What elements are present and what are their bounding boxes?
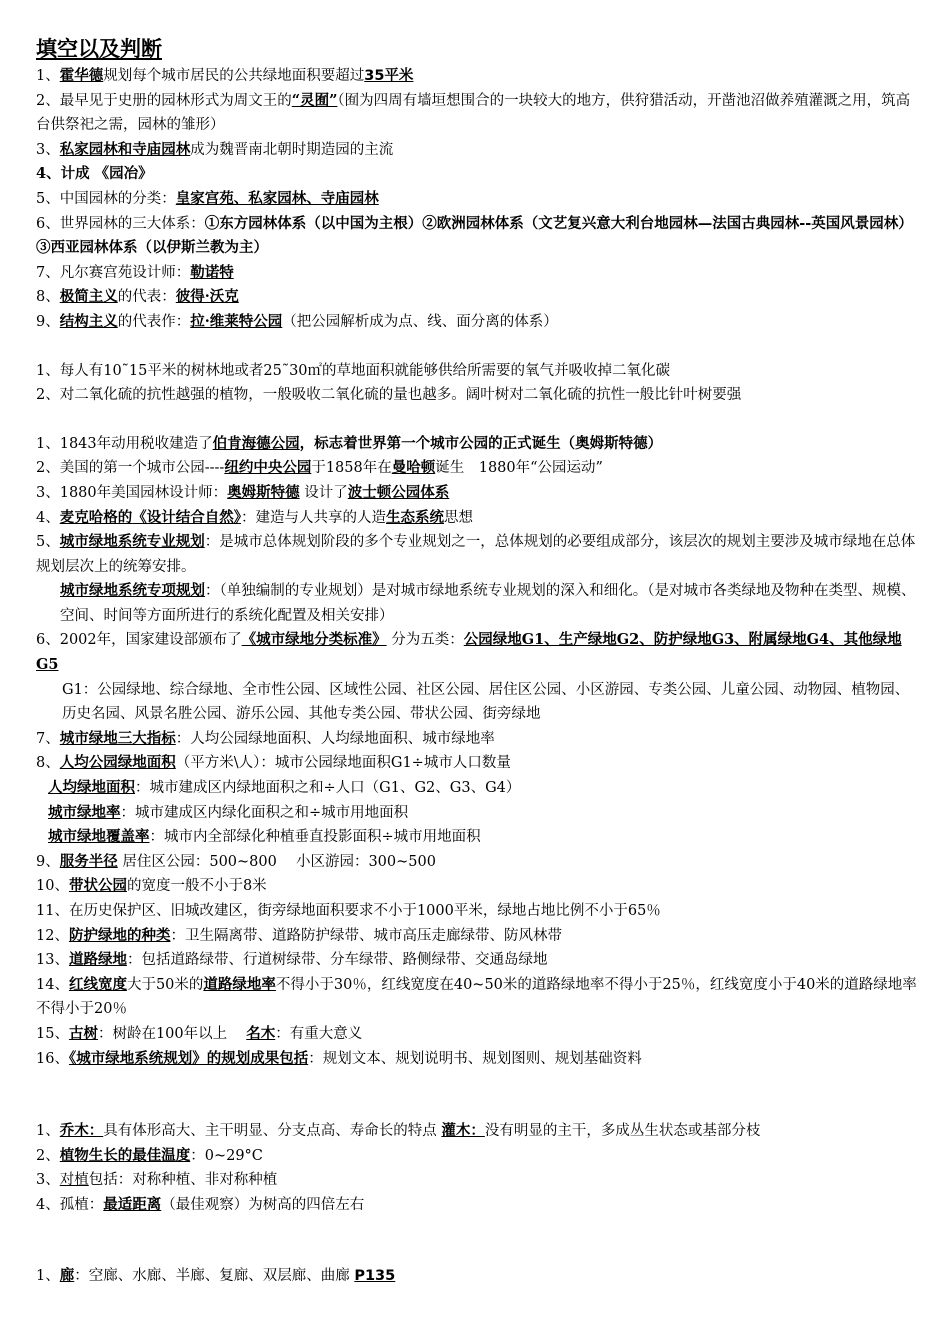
section-plants-air — [36, 359, 920, 408]
list-item: 1、廊：空廊、水廊、半廊、复廊、双层廊、曲廊 P135 — [36, 1266, 396, 1284]
list-item: 5、城市绿地系统专业规划：是城市总体规划阶段的多个专业规划之一，总体规划的必要组成部分，该层次的规划主要涉及城市绿地在总体规划层次上的统筹安排。 — [36, 533, 916, 575]
page-title: 填空以及判断 — [36, 37, 162, 61]
list-item: 12、防护绿地的种类：卫生隔离带、道路防护绿带、城市高压走廊绿带、防风林带 — [36, 926, 562, 944]
list-item: 7、城市绿地三大指标：人均公园绿地面积、人均绿地面积、城市绿地率 — [36, 729, 495, 747]
list-item: 2、美国的第一个城市公园----纽约中央公园于1858年在曼哈顿诞生 1880年“公园运动” — [36, 459, 603, 477]
list-item: 16、《城市绿地系统规划》的规划成果包括：规划文本、规划说明书、规划图则、规划基础资料 — [36, 1049, 642, 1067]
list-item: 6、世界园林的三大体系：①东方园林体系（以中国为主根）②欧洲园林体系（文艺复兴意大利台地园林—法国古典园林--英国风景园林）③西亚园林体系（以伊斯兰教为主） — [36, 214, 913, 257]
list-item: 4、麦克哈格的《设计结合自然》：建造与人共享的人造生态系统思想 — [36, 508, 473, 526]
list-item: 人均绿地面积：城市建成区内绿地面积之和÷人口（G1、G2、G3、G4） — [48, 779, 521, 797]
list-item: 3、对植包括：对称种植、非对称种植 — [36, 1172, 278, 1189]
list-item: 2、最早见于史册的园林形式为周文王的“灵囿”（囿为四周有墙垣想围合的一块较大的地方，供狩猎活动，开凿池沼做养殖灌溉之用，筑高台供祭祀之需，园林的雏形） — [36, 91, 911, 134]
list-item: 1、每人有10˜15平米的树林地或者25˜30㎡的草地面积就能够供给所需要的氧气并吸收掉二氧化碳 — [36, 362, 671, 379]
list-item: 9、服务半径 居住区公园：500~800 小区游园：300~500 — [36, 852, 436, 870]
list-item: 10、带状公园的宽度一般不小于8米 — [36, 877, 267, 895]
list-item: 8、极简主义的代表：彼得·沃克 — [36, 288, 239, 306]
section-urban-green — [36, 432, 920, 1071]
list-item: 11、在历史保护区、旧城改建区，街旁绿地面积要求不小于1000平米，绿地占地比例不小于65％ — [36, 903, 661, 919]
list-item: G1：公园绿地、综合绿地、全市性公园、区域性公园、社区公园、居住区公园、小区游园、专类公园、儿童公园、动物园、植物园、历史名园、风景名胜公园、游乐公园、其他专类公园、带状公园、街旁绿地 — [62, 681, 910, 723]
list-item: 8、人均公园绿地面积（平方米\人）：城市公园绿地面积G1÷城市人口数量 — [36, 754, 511, 772]
list-item: 14、红线宽度大于50米的道路绿地率不得小于30％，红线宽度在40~50米的道路绿地率不得小于25％，红线宽度小于40米的道路绿地率不得小于20％ — [36, 975, 917, 1018]
list-item: 2、对二氧化硫的抗性越强的植物，一般吸收二氧化硫的量也越多。阔叶树对二氧化硫的抗性一般比针叶树要强 — [36, 387, 742, 404]
list-item: 1、霍华德规划每个城市居民的公共绿地面积要超过35平米 — [36, 68, 414, 84]
list-item: 3、私家园林和寺庙园林成为魏晋南北朝时期造园的主流 — [36, 140, 394, 158]
list-item: 9、结构主义的代表作：拉·维莱特公园（把公园解析成为点、线、面分离的体系） — [36, 312, 558, 330]
list-item: 15、古树：树龄在100年以上 名木：有重大意义 — [36, 1024, 363, 1042]
list-item: 4、计成 《园冶》 — [36, 165, 153, 183]
list-item: 6、2002年，国家建设部颁布了《城市绿地分类标准》 分为五类：公园绿地G1、生产绿地G2、防护绿地G3、附属绿地G4、其他绿地G5 — [36, 631, 902, 674]
list-item: 4、孤植：最适距离（最佳观察）为树高的四倍左右 — [36, 1195, 365, 1213]
section-history — [36, 64, 920, 335]
list-item: 1、乔木：具有体形高大、主干明显、分支点高、寿命长的特点 灌木：没有明显的主干，多成丛生状态或基部分枝 — [36, 1122, 761, 1140]
list-item: 5、中国园林的分类：皇家宫苑、私家园林、寺庙园林 — [36, 189, 379, 207]
list-item: 7、凡尔赛宫苑设计师：勒诺特 — [36, 263, 234, 281]
list-item: 城市绿地率：城市建成区内绿化面积之和÷城市用地面积 — [48, 803, 409, 821]
list-item: 1、1843年动用税收建造了伯肯海德公园，标志着世界第一个城市公园的正式诞生（奥姆斯特德） — [36, 434, 663, 452]
section-architecture — [36, 1264, 920, 1289]
list-item: 城市绿地系统专项规划：（单独编制的专业规划）是对城市绿地系统专业规划的深入和细化。（是对城市各类绿地及物种在类型、规模、空间、时间等方面所进行的系统化配置及相关安排） — [60, 582, 916, 624]
section-planting — [36, 1119, 920, 1217]
list-item: 3、1880年美国园林设计师：奥姆斯特德 设计了波士顿公园体系 — [36, 483, 450, 501]
list-item: 2、植物生长的最佳温度：0~29°C — [36, 1146, 263, 1164]
list-item: 13、道路绿地：包括道路绿带、行道树绿带、分车绿带、路侧绿带、交通岛绿地 — [36, 951, 548, 969]
list-item: 城市绿地覆盖率：城市内全部绿化种植垂直投影面积÷城市用地面积 — [48, 828, 481, 846]
